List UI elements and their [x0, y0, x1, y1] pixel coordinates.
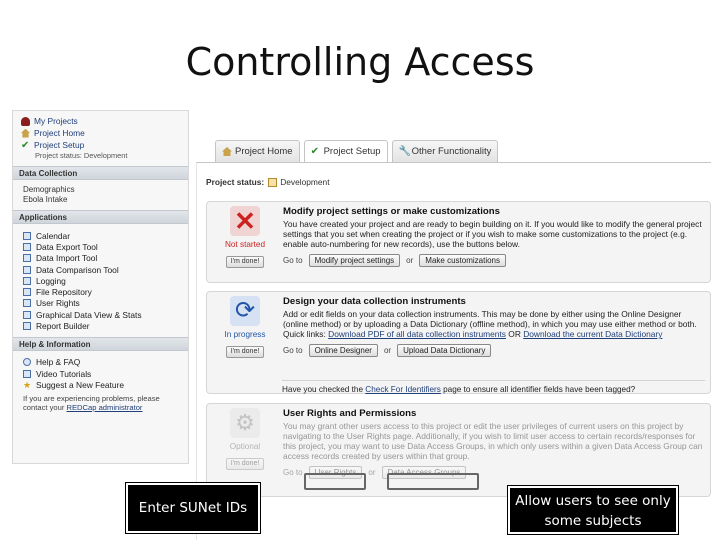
panel-heading: User Rights and Permissions [283, 408, 417, 419]
not-started-icon: ✕ [230, 206, 260, 236]
checkmark-icon: ✔ [310, 146, 319, 157]
data-access-groups-highlight [387, 473, 479, 490]
done-button[interactable]: I'm done! [226, 346, 264, 358]
help-icon [23, 358, 31, 366]
done-button[interactable]: I'm done! [226, 256, 264, 268]
home-icon [222, 147, 232, 156]
callout-enter-sunet-ids: Enter SUNet IDs [126, 483, 260, 533]
help-faq-link[interactable]: Help & FAQ [23, 357, 182, 368]
app-data-import[interactable]: Data Import Tool [23, 253, 182, 264]
calendar-icon [23, 232, 31, 240]
or-label: or [406, 256, 414, 265]
optional-gear-icon: ⚙ [230, 408, 260, 438]
wrench-icon: 🔧 [398, 146, 412, 157]
data-collection-header: Data Collection [13, 166, 188, 180]
panel-description: You have created your project and are ready to begin building on it. If you would like to modify the general project settings that you set when creating the project or if you wish to make some customizations to the project (e.g. enable auto-numbering for new records), use the buttons below. [283, 219, 702, 249]
file-icon [23, 288, 31, 296]
tab-project-home[interactable]: Project Home [215, 140, 300, 162]
app-logging[interactable]: Logging [23, 275, 182, 286]
sidebar-link-my-projects[interactable]: My Projects [21, 115, 182, 127]
slide-title: Controlling Access [185, 40, 535, 84]
make-customizations-button[interactable]: Make customizations [419, 254, 506, 267]
chart-icon [23, 311, 31, 319]
redcap-admin-link[interactable]: REDCap administrator [66, 403, 143, 413]
report-icon [23, 322, 31, 330]
instrument-link-demographics[interactable]: Demographics [23, 185, 75, 194]
sidebar-link-project-setup[interactable]: ✔ Project Setup [21, 139, 85, 151]
folder-icon [21, 117, 30, 126]
panel-description: You may grant other users access to this project or edit the user privileges of current users on this project by navigating to the User Rights page. Additionally, if you wish to limit user access to certain records/responses for this project, you may want to use Data Access Groups, in which only users within a given Data Access Group can access records created by users within that group. [283, 421, 703, 461]
sidebar-link-project-home[interactable]: Project Home [21, 127, 182, 139]
app-user-rights[interactable]: User Rights [23, 298, 182, 309]
check-identifiers-link[interactable]: Check For Identifiers [365, 385, 441, 394]
setup-panel-settings [206, 201, 711, 283]
home-icon [21, 129, 30, 138]
online-designer-button[interactable]: Online Designer [309, 344, 378, 357]
project-status-line: Project status: Development [206, 177, 330, 187]
goto-label: Go to [283, 468, 303, 477]
app-graphical-data-view[interactable]: Graphical Data View & Stats [23, 309, 182, 320]
star-icon: ★ [23, 379, 32, 390]
pencil-icon [268, 178, 277, 187]
goto-label: Go to [283, 346, 303, 355]
app-data-export[interactable]: Data Export Tool [23, 241, 182, 252]
sidebar [12, 110, 189, 464]
tab-other-functionality[interactable]: 🔧 Other Functionality [392, 140, 499, 162]
app-file-repository[interactable]: File Repository [23, 286, 182, 297]
export-icon [23, 243, 31, 251]
done-button[interactable]: I'm done! [226, 458, 264, 470]
user-icon [23, 299, 31, 307]
status-label: In progress [224, 330, 266, 339]
logging-icon [23, 277, 31, 285]
help-header: Help & Information [13, 337, 188, 351]
checkmark-icon: ✔ [21, 139, 30, 151]
help-note: If you are experiencing problems, please contact your REDCap administrator [23, 393, 160, 413]
data-access-groups-button[interactable]: Data Access Groups [382, 466, 467, 479]
instrument-link-ebola-intake[interactable]: Ebola Intake [23, 195, 68, 204]
panel-heading: Modify project settings or make customizations [283, 206, 500, 217]
project-status-text: Project status: Development [35, 151, 128, 160]
video-icon [23, 370, 31, 378]
or-label: or [383, 346, 392, 355]
download-data-dictionary-link[interactable]: Download the current Data Dictionary [523, 329, 663, 339]
app-report-builder[interactable]: Report Builder [23, 320, 182, 331]
suggest-feature-link[interactable]: ★ Suggest a New Feature [23, 379, 124, 390]
identifier-check-note: Have you checked the Check For Identifiers page to ensure all identifier fields have been tagged? [282, 380, 705, 394]
user-rights-button[interactable]: User Rights [309, 466, 363, 479]
download-pdf-link[interactable]: Download PDF of all data collection instruments [328, 329, 506, 339]
or-label: or [368, 468, 376, 477]
upload-data-dictionary-button[interactable]: Upload Data Dictionary [397, 344, 491, 357]
panel-heading: Design your data collection instruments [283, 296, 466, 307]
setup-panel-instruments [206, 291, 711, 394]
status-label: Optional [229, 442, 261, 451]
app-calendar[interactable]: Calendar [23, 230, 182, 241]
project-tabs [215, 140, 502, 162]
callout-allow-users: Allow users to see only some subjects [508, 486, 678, 534]
import-icon [23, 254, 31, 262]
video-tutorials-link[interactable]: Video Tutorials [23, 368, 182, 379]
goto-label: Go to [283, 256, 303, 265]
tab-project-setup[interactable]: ✔ Project Setup [304, 140, 388, 162]
compare-icon [23, 266, 31, 274]
status-label: Not started [224, 240, 266, 249]
user-rights-highlight [304, 473, 366, 490]
panel-description: Add or edit fields on your data collection instruments. This may be done by either using the Online Designer (online method) or by uploading a Data Dictionary (offline method), in which you may use either method or both. Quick links: Download PDF of all data collection instruments OR Download the current Data Dictionary [283, 309, 697, 339]
in-progress-icon: ⟳ [230, 296, 260, 326]
app-data-comparison[interactable]: Data Comparison Tool [23, 264, 182, 275]
applications-header: Applications [13, 210, 188, 224]
modify-settings-button[interactable]: Modify project settings [309, 254, 401, 267]
